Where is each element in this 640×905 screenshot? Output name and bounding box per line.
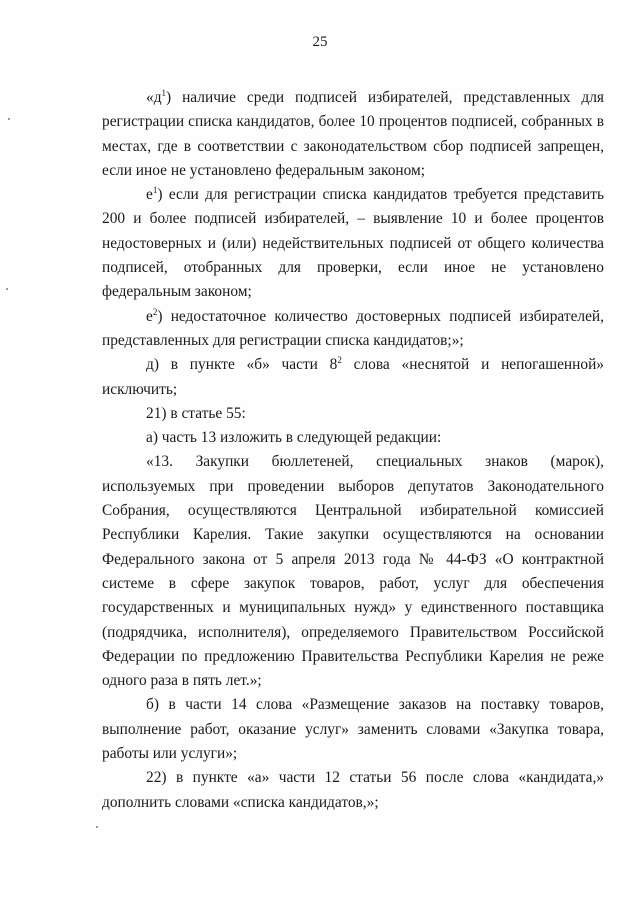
paragraph-d-amendment: д) в пункте «б» части $8^2$ слова «неснятой и непогашенной» исключить; <box>102 355 604 398</box>
scan-speck <box>6 288 8 290</box>
paragraph-article-55: 21) в статье 55: <box>146 404 246 422</box>
paragraph-d1: «$д^1$) наличие среди подписей избирателей, представленных для регистрации списка кандидатов, более 10 процентов подписей, собранных в местах, где в соответствии с законодательством сбор подписей запрещен, если иное не установлено федеральным законом; <box>102 88 604 179</box>
paragraph-e2: $е^2$) недостаточное количество достоверных подписей избирателей, представленных для регистрации списка кандидатов;»; <box>102 306 604 349</box>
page-number: 25 <box>312 34 328 50</box>
paragraph-part-13-intro: а) часть 13 изложить в следующей редакции: <box>146 429 442 447</box>
scan-speck <box>8 118 10 120</box>
document-body <box>102 86 604 815</box>
scan-speck <box>96 826 98 828</box>
paragraph-article-56: 22) в пункте «а» части 12 статьи 56 после слова «кандидата,» дополнить словами «списка кандидатов,»; <box>102 769 604 811</box>
paragraph-e1: $е^1$) если для регистрации списка кандидатов требуется представить 200 и более подписей избирателей, – выявление 10 и более процентов недостоверных и (или) недействительных подписей от общего количества подписей, отобранных для проверки, если иное не установлено федеральным законом; <box>102 185 604 301</box>
paragraph-part-13-text: «13. Закупки бюллетеней, специальных знаков (марок), используемых при проведении выборов депутатов Законодательного Собрания, осуществляются Центральной избирательной комиссией Республики Карелия. Такие закупки осуществляются на основании Федерального закона от 5 апреля 2013 года № 44-ФЗ «О контрактной системе в сфере закупок товаров, работ, услуг для обеспечения государственных и муниципальных нужд» у единственного поставщика (подрядчика, исполнителя), определяемого Правительством Российской Федерации по предложению Правительства Республики Карелия не реже одного раза в пять лет.»; <box>102 453 604 690</box>
paragraph-part-14: б) в части 14 слова «Размещение заказов на поставку товаров, выполнение работ, оказание услуг» заменить словами «Закупка товара, работы или услуги»; <box>102 696 604 763</box>
